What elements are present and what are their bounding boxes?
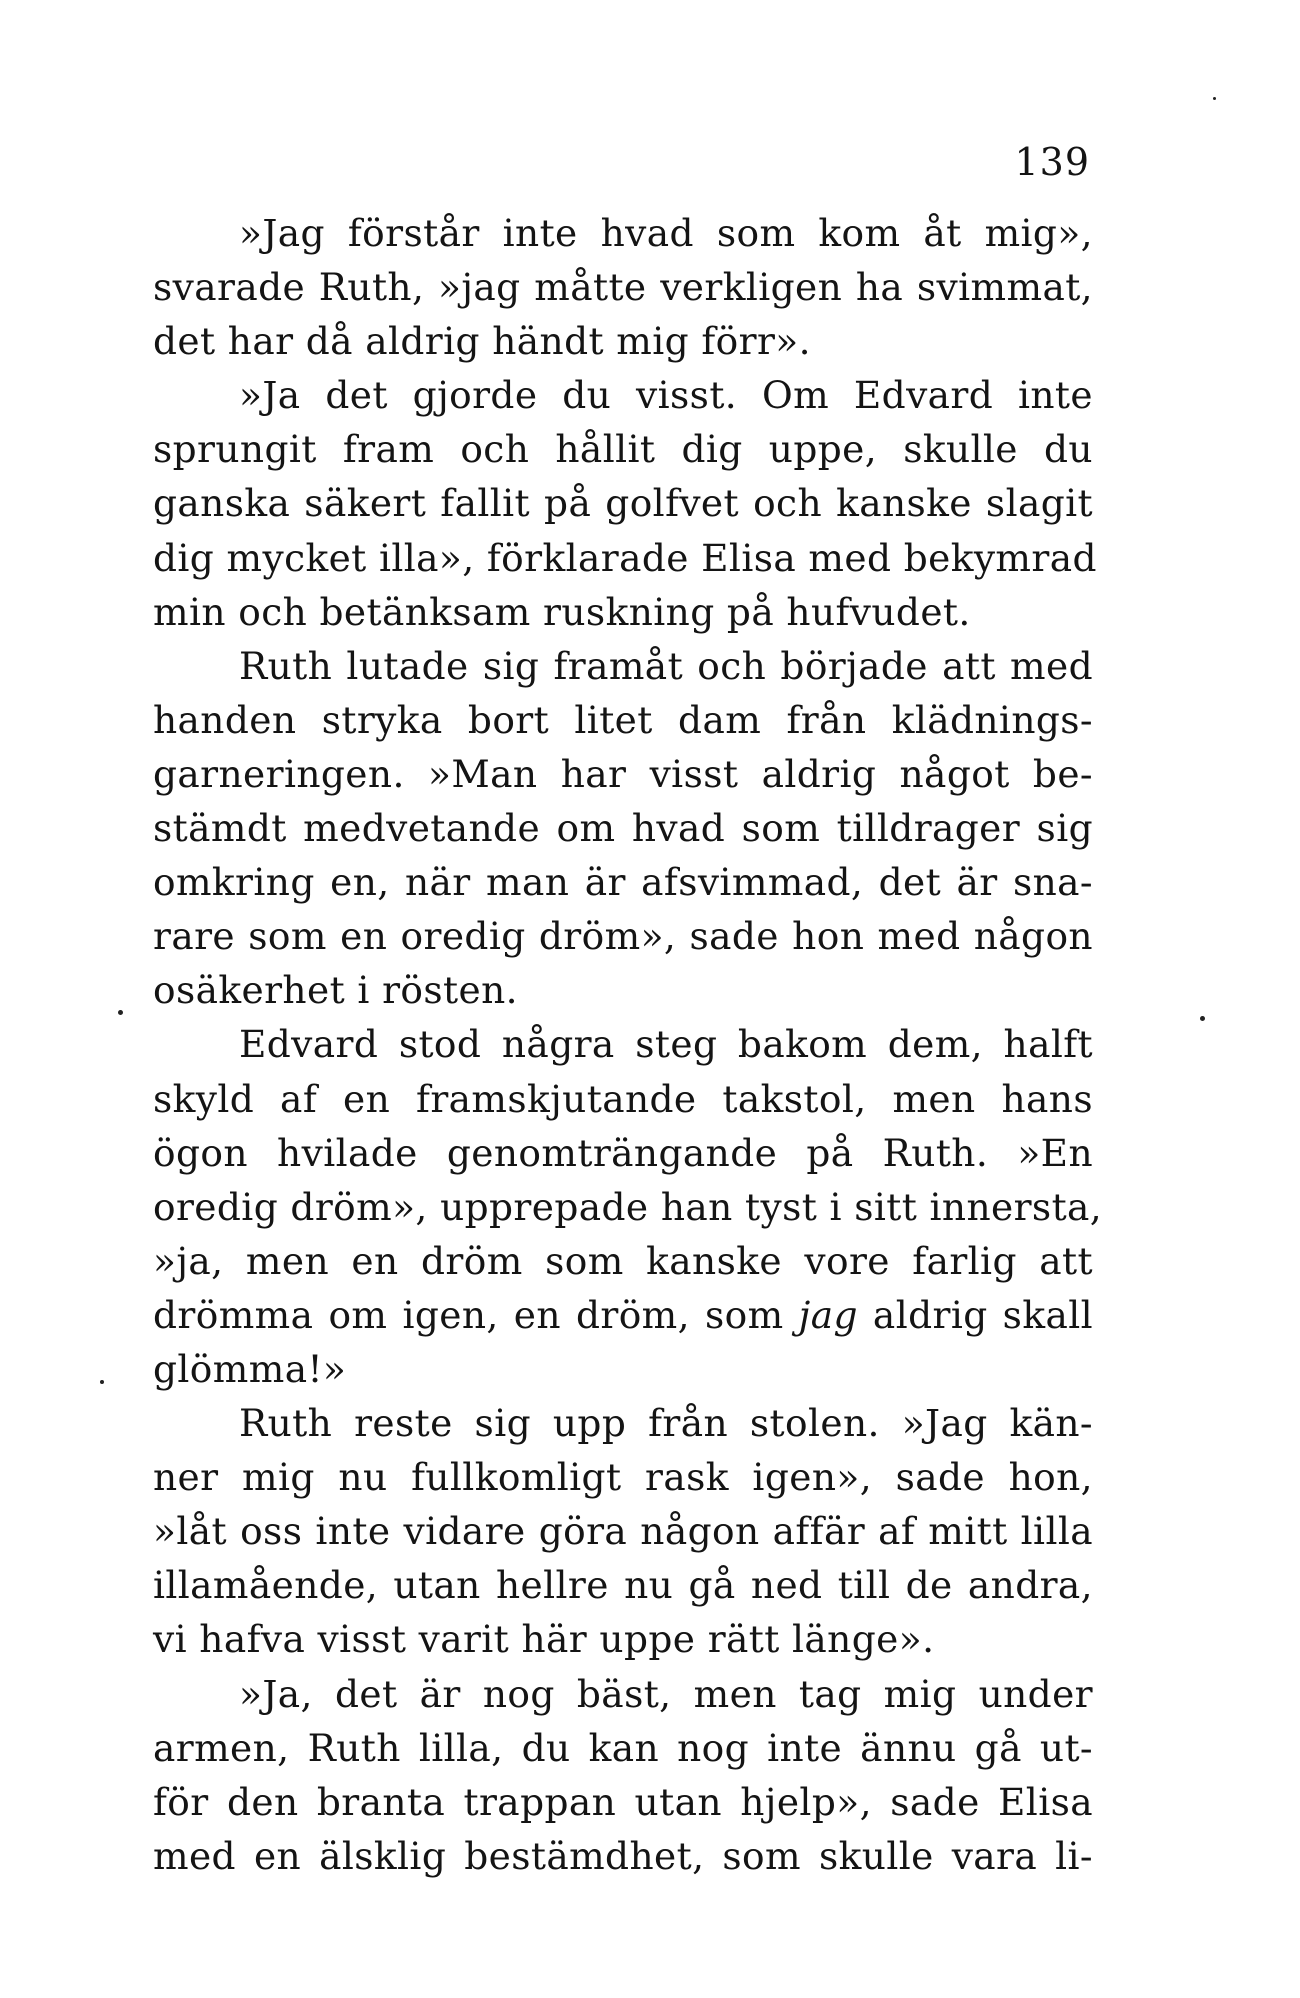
text-line: Edvard stod några steg bakom dem, halft [239, 1022, 1093, 1067]
text-line: skyld af en framskjutande takstol, men hans [153, 1076, 1093, 1121]
text-line: svarade Ruth, »jag måtte verkligen ha svimmat, [153, 265, 1093, 310]
page-number: 139 [1014, 140, 1090, 184]
text-line: för den branta trappan utan hjelp», sade Elisa [153, 1779, 1093, 1824]
print-speck [1200, 1016, 1205, 1021]
text-line: det har då aldrig händt mig förr». [153, 319, 811, 364]
text-line: ganska säkert fallit på golfvet och kanske slagit [153, 481, 1093, 526]
text-line: drömma om igen, en dröm, som jag aldrig skall [153, 1292, 1093, 1337]
text-line: dig mycket illa», förklarade Elisa med bekymrad [153, 535, 1097, 580]
text-line: stämdt medvetande om hvad som tilldrager sig [153, 806, 1093, 851]
text-line: »Jag förstår inte hvad som kom åt mig», [239, 211, 1093, 255]
emphasized-word: jag [798, 1292, 858, 1337]
text-line: med en älsklig bestämdhet, som skulle vara li- [153, 1833, 1093, 1878]
text-line: Ruth lutade sig framåt och började att med [239, 643, 1093, 688]
text-line: sprungit fram och hållit dig uppe, skulle du [153, 427, 1093, 472]
text-line: Ruth reste sig upp från stolen. »Jag kän- [239, 1401, 1093, 1446]
text-line: rare som en oredig dröm», sade hon med någon [153, 914, 1093, 959]
text-line: omkring en, när man är afsvimmad, det är sna- [153, 860, 1093, 905]
text-line: »ja, men en dröm som kanske vore farlig att [153, 1238, 1093, 1283]
print-speck [1213, 97, 1216, 100]
text-line: ögon hvilade genomträngande på Ruth. »En [153, 1130, 1093, 1175]
text-line: min och betänksam ruskning på hufvudet. [153, 589, 971, 634]
text-line: »låt oss inte vidare göra någon affär af mitt lilla [153, 1509, 1093, 1554]
text-line: oredig dröm», upprepade han tyst i sitt innersta, [153, 1184, 1103, 1229]
text-line: ner mig nu fullkomligt rask igen», sade hon, [153, 1455, 1093, 1500]
text-line: illamående, utan hellre nu gå ned till de andra, [153, 1563, 1093, 1608]
text-line: »Ja, det är nog bäst, men tag mig under [239, 1671, 1093, 1716]
text-line: glömma!» [153, 1346, 347, 1391]
text-line: vi hafva visst varit här uppe rätt länge». [153, 1617, 935, 1662]
text-line: armen, Ruth lilla, du kan nog inte ännu gå ut- [153, 1725, 1093, 1770]
body-text [153, 206, 1103, 1883]
print-speck [118, 1010, 123, 1015]
text-line: »Ja det gjorde du visst. Om Edvard inte [239, 373, 1093, 418]
text-line: osäkerhet i rösten. [153, 968, 518, 1013]
text-line: garneringen. »Man har visst aldrig något be- [153, 751, 1093, 796]
text-line: handen stryka bort litet dam från klädnings- [153, 697, 1093, 742]
print-speck [100, 1380, 104, 1384]
